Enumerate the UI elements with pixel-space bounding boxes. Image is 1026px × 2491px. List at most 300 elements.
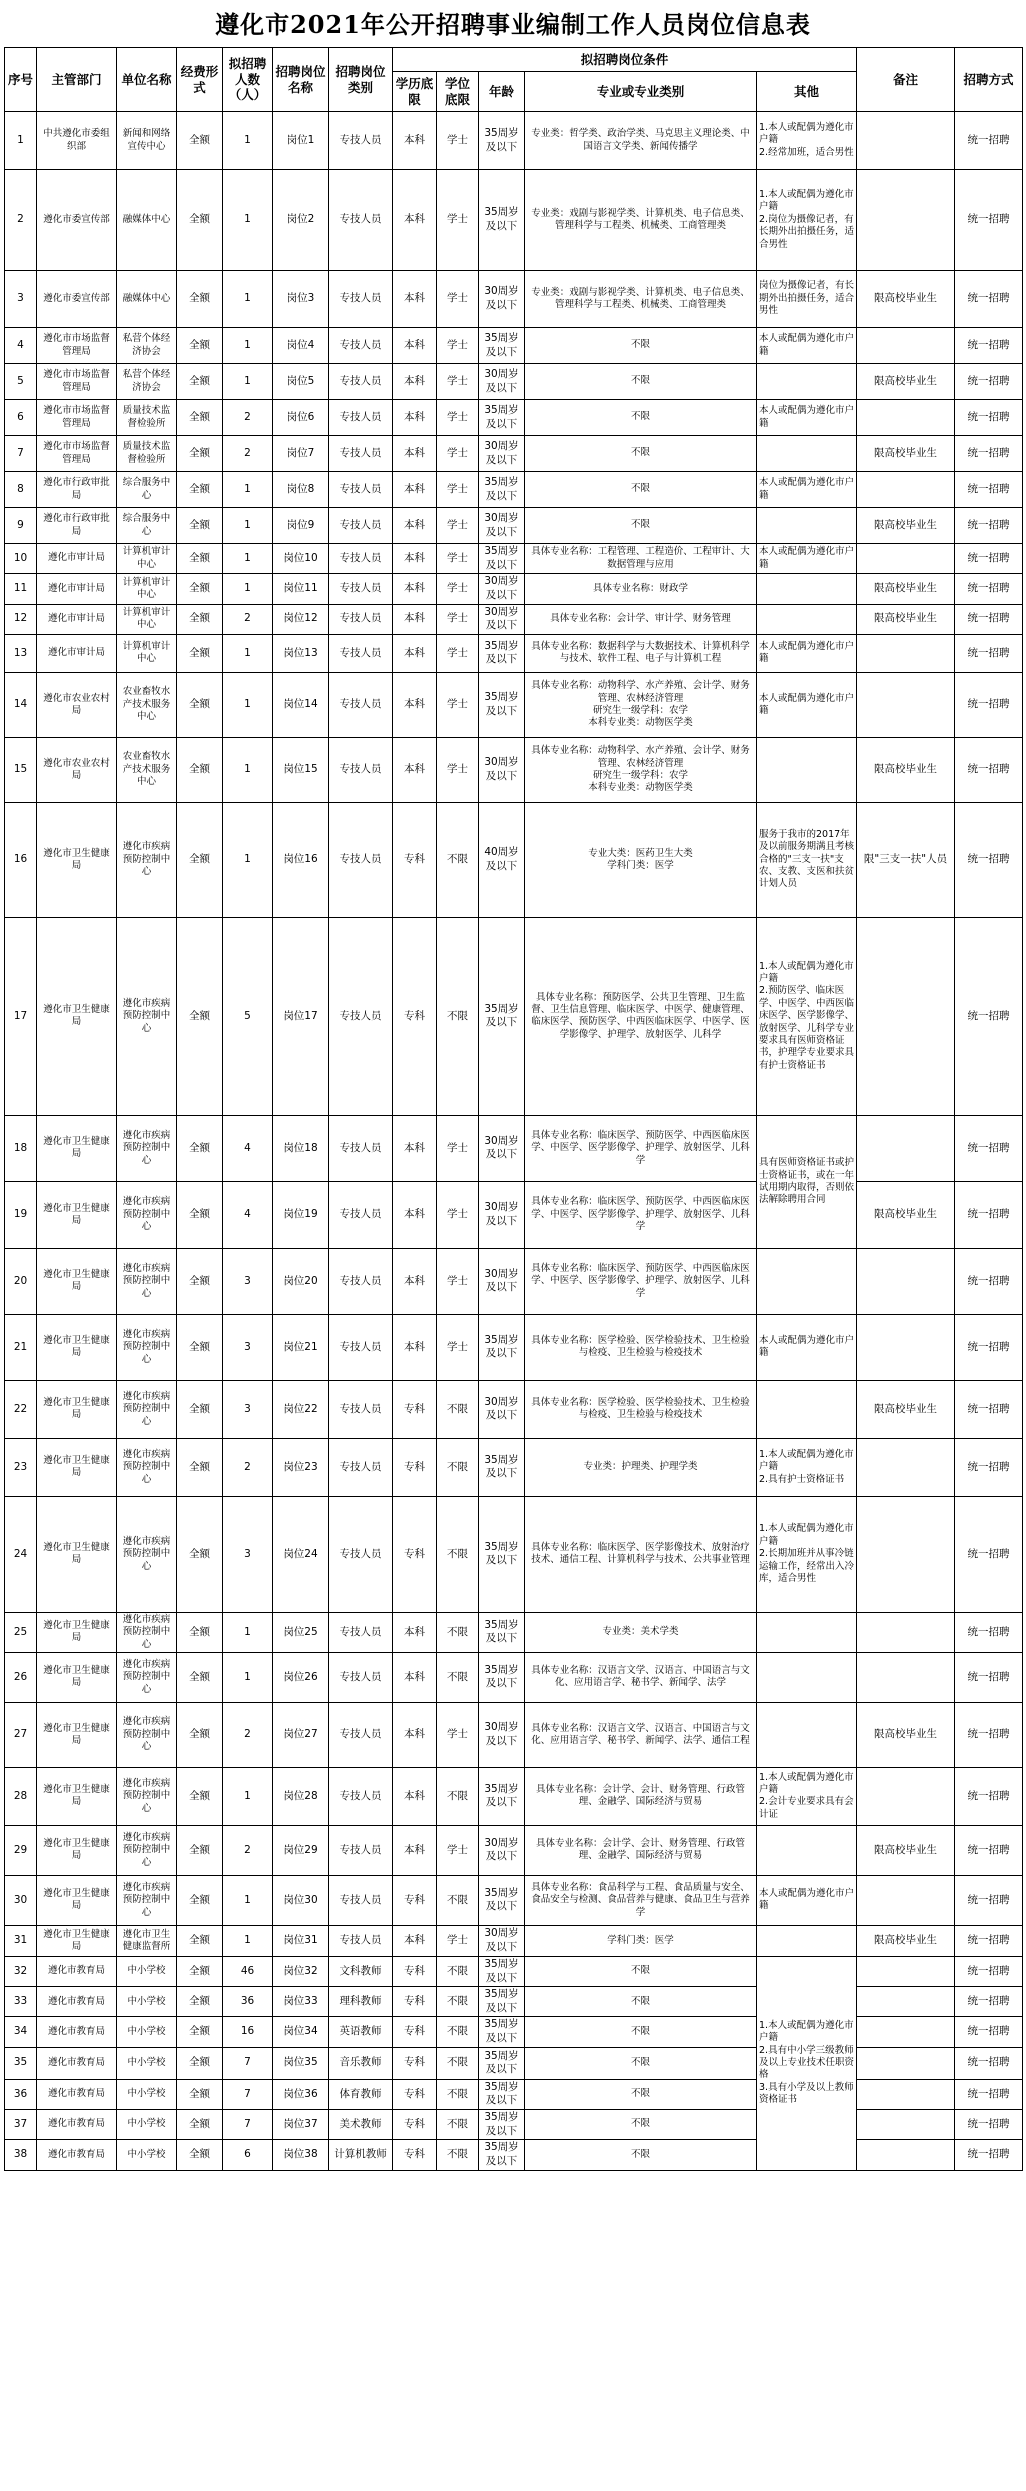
note-cell <box>857 328 955 364</box>
degree-cell: 学士 <box>437 271 479 328</box>
degree-cell: 不限 <box>437 1380 479 1438</box>
edu-cell: 专科 <box>393 802 437 917</box>
count-cell: 2 <box>223 1438 273 1496</box>
header-edu: 学历底限 <box>393 72 437 112</box>
dept-cell: 遵化市卫生健康局 <box>37 1314 117 1380</box>
count-cell: 7 <box>223 2079 273 2109</box>
category-cell: 专技人员 <box>329 1115 393 1181</box>
edu-cell: 本科 <box>393 544 437 574</box>
post-cell: 岗位15 <box>273 737 329 802</box>
unit-cell: 中小学校 <box>117 2079 177 2109</box>
seq-cell: 33 <box>5 1987 37 2017</box>
count-cell: 1 <box>223 472 273 508</box>
table-row <box>5 2047 1023 2079</box>
dept-cell: 遵化市卫生健康局 <box>37 1115 117 1181</box>
seq-cell: 24 <box>5 1496 37 1612</box>
funding-cell: 全额 <box>177 2140 223 2170</box>
funding-cell: 全额 <box>177 2110 223 2140</box>
table-row <box>5 1612 1023 1652</box>
post-cell: 岗位1 <box>273 112 329 170</box>
header-other: 其他 <box>757 72 857 112</box>
count-cell: 7 <box>223 2047 273 2079</box>
post-cell: 岗位25 <box>273 1612 329 1652</box>
category-cell: 专技人员 <box>329 1314 393 1380</box>
dept-cell: 遵化市教育局 <box>37 2079 117 2109</box>
seq-cell: 22 <box>5 1380 37 1438</box>
table-row <box>5 1496 1023 1612</box>
major-cell: 具体专业名称：临床医学、预防医学、中西医临床医学、中医学、医学影像学、护理学、放射医学、儿科学 <box>525 1181 757 1248</box>
other-cell <box>757 1925 857 1956</box>
note-cell: 限高校毕业生 <box>857 436 955 472</box>
degree-cell: 不限 <box>437 917 479 1115</box>
table-row <box>5 112 1023 170</box>
post-cell: 岗位35 <box>273 2047 329 2079</box>
degree-cell: 不限 <box>437 802 479 917</box>
category-cell: 美术教师 <box>329 2110 393 2140</box>
degree-cell: 不限 <box>437 1496 479 1612</box>
major-cell: 具体专业名称：预防医学、公共卫生管理、卫生监督、卫生信息管理、临床医学、中医学、健康管理、临床医学、预防医学、中西医临床医学、中医学、医学影像学、护理学、放射医学、儿科学 <box>525 917 757 1115</box>
note-cell <box>857 544 955 574</box>
count-cell: 1 <box>223 364 273 400</box>
unit-cell: 综合服务中心 <box>117 472 177 508</box>
method-cell: 统一招聘 <box>955 2017 1023 2047</box>
method-cell: 统一招聘 <box>955 1438 1023 1496</box>
other-cell <box>757 436 857 472</box>
post-cell: 岗位6 <box>273 400 329 436</box>
category-cell: 专技人员 <box>329 1925 393 1956</box>
note-cell <box>857 1956 955 1986</box>
post-cell: 岗位30 <box>273 1875 329 1925</box>
edu-cell: 专科 <box>393 2079 437 2109</box>
unit-cell: 综合服务中心 <box>117 508 177 544</box>
note-cell <box>857 1496 955 1612</box>
edu-cell: 本科 <box>393 672 437 737</box>
degree-cell: 学士 <box>437 574 479 604</box>
table-row <box>5 1875 1023 1925</box>
seq-cell: 32 <box>5 1956 37 1986</box>
dept-cell: 遵化市教育局 <box>37 2140 117 2170</box>
funding-cell: 全额 <box>177 2017 223 2047</box>
seq-cell: 10 <box>5 544 37 574</box>
count-cell: 3 <box>223 1496 273 1612</box>
other-cell <box>757 1825 857 1875</box>
degree-cell: 学士 <box>437 1181 479 1248</box>
seq-cell: 4 <box>5 328 37 364</box>
seq-cell: 18 <box>5 1115 37 1181</box>
dept-cell: 遵化市卫生健康局 <box>37 1496 117 1612</box>
seq-cell: 3 <box>5 271 37 328</box>
funding-cell: 全额 <box>177 1825 223 1875</box>
count-cell: 2 <box>223 1702 273 1767</box>
category-cell: 专技人员 <box>329 604 393 634</box>
other-cell <box>757 508 857 544</box>
degree-cell: 不限 <box>437 2017 479 2047</box>
degree-cell: 学士 <box>437 604 479 634</box>
age-cell: 30周岁及以下 <box>479 604 525 634</box>
funding-cell: 全额 <box>177 1987 223 2017</box>
category-cell: 专技人员 <box>329 1702 393 1767</box>
dept-cell: 遵化市市场监督管理局 <box>37 328 117 364</box>
degree-cell: 学士 <box>437 436 479 472</box>
other-cell <box>757 574 857 604</box>
post-cell: 岗位17 <box>273 917 329 1115</box>
funding-cell: 全额 <box>177 1496 223 1612</box>
post-cell: 岗位2 <box>273 170 329 271</box>
dept-cell: 遵化市卫生健康局 <box>37 802 117 917</box>
other-cell <box>757 364 857 400</box>
other-cell: 1.本人或配偶为遵化市户籍 2.具有护士资格证书 <box>757 1438 857 1496</box>
major-cell: 专业类：美术学类 <box>525 1612 757 1652</box>
edu-cell: 本科 <box>393 170 437 271</box>
dept-cell: 遵化市教育局 <box>37 2017 117 2047</box>
category-cell: 英语教师 <box>329 2017 393 2047</box>
count-cell: 1 <box>223 508 273 544</box>
other-cell <box>757 1380 857 1438</box>
edu-cell: 本科 <box>393 1925 437 1956</box>
other-cell: 1.本人或配偶为遵化市户籍 2.长期加班并从事冷链运输工作，经常出入冷库，适合男性 <box>757 1496 857 1612</box>
other-cell <box>757 1652 857 1702</box>
method-cell: 统一招聘 <box>955 1925 1023 1956</box>
unit-cell: 遵化市疾病预防控制中心 <box>117 1181 177 1248</box>
count-cell: 46 <box>223 1956 273 1986</box>
table-row <box>5 1314 1023 1380</box>
unit-cell: 遵化市疾病预防控制中心 <box>117 1248 177 1314</box>
method-cell: 统一招聘 <box>955 604 1023 634</box>
dept-cell: 遵化市教育局 <box>37 2110 117 2140</box>
unit-cell: 私营个体经济协会 <box>117 328 177 364</box>
dept-cell: 遵化市审计局 <box>37 544 117 574</box>
unit-cell: 中小学校 <box>117 2140 177 2170</box>
note-cell: 限高校毕业生 <box>857 271 955 328</box>
category-cell: 专技人员 <box>329 364 393 400</box>
funding-cell: 全额 <box>177 1181 223 1248</box>
note-cell: 限高校毕业生 <box>857 574 955 604</box>
funding-cell: 全额 <box>177 1767 223 1825</box>
category-cell: 专技人员 <box>329 1652 393 1702</box>
category-cell: 专技人员 <box>329 328 393 364</box>
degree-cell: 学士 <box>437 1314 479 1380</box>
dept-cell: 遵化市卫生健康局 <box>37 1248 117 1314</box>
table-row <box>5 1825 1023 1875</box>
header-funding: 经费形式 <box>177 48 223 112</box>
category-cell: 专技人员 <box>329 1825 393 1875</box>
table-row <box>5 1380 1023 1438</box>
unit-cell: 遵化市疾病预防控制中心 <box>117 1496 177 1612</box>
count-cell: 1 <box>223 1612 273 1652</box>
unit-cell: 遵化市卫生健康监督所 <box>117 1925 177 1956</box>
degree-cell: 不限 <box>437 1956 479 1986</box>
edu-cell: 专科 <box>393 2110 437 2140</box>
dept-cell: 遵化市市场监督管理局 <box>37 436 117 472</box>
post-cell: 岗位24 <box>273 1496 329 1612</box>
category-cell: 专技人员 <box>329 112 393 170</box>
edu-cell: 专科 <box>393 1987 437 2017</box>
seq-cell: 30 <box>5 1875 37 1925</box>
count-cell: 1 <box>223 802 273 917</box>
category-cell: 专技人员 <box>329 472 393 508</box>
age-cell: 35周岁及以下 <box>479 1987 525 2017</box>
dept-cell: 遵化市行政审批局 <box>37 508 117 544</box>
other-cell: 本人或配偶为遵化市户籍 <box>757 672 857 737</box>
major-cell: 具体专业名称：数据科学与大数据技术、计算机科学与技术、软件工程、电子与计算机工程 <box>525 634 757 672</box>
table-row <box>5 2079 1023 2109</box>
funding-cell: 全额 <box>177 1612 223 1652</box>
age-cell: 35周岁及以下 <box>479 112 525 170</box>
method-cell: 统一招聘 <box>955 1956 1023 1986</box>
method-cell: 统一招聘 <box>955 2079 1023 2109</box>
funding-cell: 全额 <box>177 802 223 917</box>
method-cell: 统一招聘 <box>955 1115 1023 1181</box>
note-cell: 限高校毕业生 <box>857 1380 955 1438</box>
note-cell <box>857 1987 955 2017</box>
other-cell: 具有医师资格证书或护士资格证书，或在一年试用期内取得，否则依法解除聘用合同 <box>757 1115 857 1248</box>
age-cell: 35周岁及以下 <box>479 1314 525 1380</box>
dept-cell: 遵化市教育局 <box>37 1956 117 1986</box>
major-cell: 具体专业名称：动物科学、水产养殖、会计学、财务管理、农林经济管理 研究生一级学科：农学 本科专业类：动物医学类 <box>525 737 757 802</box>
major-cell: 专业类：戏剧与影视学类、计算机类、电子信息类、管理科学与工程类、机械类、工商管理类 <box>525 170 757 271</box>
major-cell: 具体专业名称：食品科学与工程、食品质量与安全、食品安全与检测、食品营养与健康、食品卫生与营养学 <box>525 1875 757 1925</box>
seq-cell: 2 <box>5 170 37 271</box>
unit-cell: 新闻和网络宣传中心 <box>117 112 177 170</box>
method-cell: 统一招聘 <box>955 672 1023 737</box>
major-cell: 学科门类：医学 <box>525 1925 757 1956</box>
post-cell: 岗位31 <box>273 1925 329 1956</box>
post-cell: 岗位11 <box>273 574 329 604</box>
count-cell: 3 <box>223 1314 273 1380</box>
method-cell: 统一招聘 <box>955 737 1023 802</box>
edu-cell: 本科 <box>393 634 437 672</box>
header-note: 备注 <box>857 48 955 112</box>
dept-cell: 遵化市卫生健康局 <box>37 1825 117 1875</box>
age-cell: 30周岁及以下 <box>479 364 525 400</box>
degree-cell: 学士 <box>437 170 479 271</box>
major-cell: 不限 <box>525 436 757 472</box>
funding-cell: 全额 <box>177 604 223 634</box>
funding-cell: 全额 <box>177 917 223 1115</box>
major-cell: 不限 <box>525 400 757 436</box>
post-cell: 岗位34 <box>273 2017 329 2047</box>
funding-cell: 全额 <box>177 634 223 672</box>
funding-cell: 全额 <box>177 574 223 604</box>
funding-cell: 全额 <box>177 1438 223 1496</box>
table-row <box>5 328 1023 364</box>
dept-cell: 遵化市卫生健康局 <box>37 917 117 1115</box>
table-row <box>5 364 1023 400</box>
post-cell: 岗位10 <box>273 544 329 574</box>
age-cell: 30周岁及以下 <box>479 508 525 544</box>
note-cell: 限高校毕业生 <box>857 1181 955 1248</box>
degree-cell: 不限 <box>437 2110 479 2140</box>
seq-cell: 6 <box>5 400 37 436</box>
note-cell <box>857 634 955 672</box>
category-cell: 专技人员 <box>329 634 393 672</box>
table-row <box>5 436 1023 472</box>
method-cell: 统一招聘 <box>955 2047 1023 2079</box>
table-row <box>5 2110 1023 2140</box>
unit-cell: 农业畜牧水产技术服务中心 <box>117 737 177 802</box>
edu-cell: 本科 <box>393 112 437 170</box>
count-cell: 1 <box>223 574 273 604</box>
category-cell: 专技人员 <box>329 917 393 1115</box>
unit-cell: 计算机审计中心 <box>117 544 177 574</box>
note-cell <box>857 1767 955 1825</box>
age-cell: 35周岁及以下 <box>479 1496 525 1612</box>
post-cell: 岗位28 <box>273 1767 329 1825</box>
major-cell: 不限 <box>525 364 757 400</box>
age-cell: 35周岁及以下 <box>479 917 525 1115</box>
dept-cell: 遵化市卫生健康局 <box>37 1875 117 1925</box>
seq-cell: 8 <box>5 472 37 508</box>
other-cell: 本人或配偶为遵化市户籍 <box>757 400 857 436</box>
dept-cell: 遵化市卫生健康局 <box>37 1181 117 1248</box>
age-cell: 35周岁及以下 <box>479 544 525 574</box>
category-cell: 专技人员 <box>329 436 393 472</box>
major-cell: 专业类：哲学类、政治学类、马克思主义理论类、中国语言文学类、新闻传播学 <box>525 112 757 170</box>
degree-cell: 学士 <box>437 472 479 508</box>
age-cell: 30周岁及以下 <box>479 1115 525 1181</box>
unit-cell: 计算机审计中心 <box>117 574 177 604</box>
dept-cell: 遵化市行政审批局 <box>37 472 117 508</box>
degree-cell: 学士 <box>437 400 479 436</box>
note-cell <box>857 1438 955 1496</box>
degree-cell: 不限 <box>437 2079 479 2109</box>
count-cell: 1 <box>223 634 273 672</box>
note-cell <box>857 1612 955 1652</box>
note-cell <box>857 2110 955 2140</box>
other-cell: 本人或配偶为遵化市户籍 <box>757 1875 857 1925</box>
unit-cell: 中小学校 <box>117 1987 177 2017</box>
unit-cell: 遵化市疾病预防控制中心 <box>117 1115 177 1181</box>
method-cell: 统一招聘 <box>955 508 1023 544</box>
degree-cell: 学士 <box>437 1925 479 1956</box>
post-cell: 岗位4 <box>273 328 329 364</box>
seq-cell: 17 <box>5 917 37 1115</box>
unit-cell: 中小学校 <box>117 2110 177 2140</box>
other-cell: 本人或配偶为遵化市户籍 <box>757 634 857 672</box>
dept-cell: 遵化市审计局 <box>37 634 117 672</box>
major-cell: 不限 <box>525 1987 757 2017</box>
funding-cell: 全额 <box>177 2079 223 2109</box>
post-cell: 岗位12 <box>273 604 329 634</box>
dept-cell: 遵化市审计局 <box>37 604 117 634</box>
edu-cell: 本科 <box>393 1702 437 1767</box>
edu-cell: 本科 <box>393 328 437 364</box>
post-cell: 岗位29 <box>273 1825 329 1875</box>
method-cell: 统一招聘 <box>955 1248 1023 1314</box>
method-cell: 统一招聘 <box>955 1987 1023 2017</box>
dept-cell: 遵化市教育局 <box>37 1987 117 2017</box>
funding-cell: 全额 <box>177 1956 223 1986</box>
dept-cell: 遵化市教育局 <box>37 2047 117 2079</box>
unit-cell: 融媒体中心 <box>117 170 177 271</box>
post-cell: 岗位20 <box>273 1248 329 1314</box>
seq-cell: 5 <box>5 364 37 400</box>
funding-cell: 全额 <box>177 436 223 472</box>
method-cell: 统一招聘 <box>955 2140 1023 2170</box>
unit-cell: 遵化市疾病预防控制中心 <box>117 1438 177 1496</box>
method-cell: 统一招聘 <box>955 472 1023 508</box>
edu-cell: 本科 <box>393 574 437 604</box>
edu-cell: 本科 <box>393 737 437 802</box>
header-unit: 单位名称 <box>117 48 177 112</box>
age-cell: 30周岁及以下 <box>479 1248 525 1314</box>
dept-cell: 遵化市农业农村局 <box>37 737 117 802</box>
table-row <box>5 1956 1023 1986</box>
header-conditions: 拟招聘岗位条件 <box>393 48 857 72</box>
note-cell <box>857 2047 955 2079</box>
category-cell: 文科教师 <box>329 1956 393 1986</box>
major-cell: 专业大类：医药卫生大类 学科门类：医学 <box>525 802 757 917</box>
table-row <box>5 1767 1023 1825</box>
seq-cell: 36 <box>5 2079 37 2109</box>
method-cell: 统一招聘 <box>955 400 1023 436</box>
seq-cell: 12 <box>5 604 37 634</box>
header-dept: 主管部门 <box>37 48 117 112</box>
seq-cell: 37 <box>5 2110 37 2140</box>
category-cell: 专技人员 <box>329 400 393 436</box>
dept-cell: 遵化市市场监督管理局 <box>37 364 117 400</box>
major-cell: 具体专业名称：临床医学、预防医学、中西医临床医学、中医学、医学影像学、护理学、放射医学、儿科学 <box>525 1115 757 1181</box>
major-cell: 具体专业名称：会计学、会计、财务管理、行政管理、金融学、国际经济与贸易 <box>525 1767 757 1825</box>
major-cell: 具体专业名称：会计学、会计、财务管理、行政管理、金融学、国际经济与贸易 <box>525 1825 757 1875</box>
post-cell: 岗位16 <box>273 802 329 917</box>
seq-cell: 15 <box>5 737 37 802</box>
note-cell <box>857 472 955 508</box>
method-cell: 统一招聘 <box>955 1825 1023 1875</box>
category-cell: 音乐教师 <box>329 2047 393 2079</box>
unit-cell: 遵化市疾病预防控制中心 <box>117 917 177 1115</box>
funding-cell: 全额 <box>177 544 223 574</box>
degree-cell: 不限 <box>437 1438 479 1496</box>
funding-cell: 全额 <box>177 328 223 364</box>
post-cell: 岗位21 <box>273 1314 329 1380</box>
count-cell: 16 <box>223 2017 273 2047</box>
major-cell: 具体专业名称：医学检验、医学检验技术、卫生检验与检疫、卫生检验与检疫技术 <box>525 1380 757 1438</box>
post-cell: 岗位19 <box>273 1181 329 1248</box>
seq-cell: 1 <box>5 112 37 170</box>
funding-cell: 全额 <box>177 737 223 802</box>
method-cell: 统一招聘 <box>955 328 1023 364</box>
count-cell: 36 <box>223 1987 273 2017</box>
seq-cell: 14 <box>5 672 37 737</box>
post-cell: 岗位3 <box>273 271 329 328</box>
table-row <box>5 2017 1023 2047</box>
edu-cell: 本科 <box>393 436 437 472</box>
count-cell: 1 <box>223 271 273 328</box>
age-cell: 30周岁及以下 <box>479 436 525 472</box>
note-cell: 限高校毕业生 <box>857 508 955 544</box>
edu-cell: 本科 <box>393 1652 437 1702</box>
seq-cell: 28 <box>5 1767 37 1825</box>
method-cell: 统一招聘 <box>955 917 1023 1115</box>
edu-cell: 本科 <box>393 1314 437 1380</box>
dept-cell: 遵化市市场监督管理局 <box>37 400 117 436</box>
post-cell: 岗位27 <box>273 1702 329 1767</box>
other-cell <box>757 1248 857 1314</box>
category-cell: 专技人员 <box>329 1380 393 1438</box>
seq-cell: 34 <box>5 2017 37 2047</box>
age-cell: 35周岁及以下 <box>479 2110 525 2140</box>
seq-cell: 7 <box>5 436 37 472</box>
age-cell: 30周岁及以下 <box>479 271 525 328</box>
major-cell: 具体专业名称：医学检验、医学检验技术、卫生检验与检疫、卫生检验与检疫技术 <box>525 1314 757 1380</box>
table-row <box>5 917 1023 1115</box>
table-row <box>5 1652 1023 1702</box>
unit-cell: 遵化市疾病预防控制中心 <box>117 802 177 917</box>
age-cell: 35周岁及以下 <box>479 170 525 271</box>
unit-cell: 遵化市疾病预防控制中心 <box>117 1612 177 1652</box>
dept-cell: 遵化市审计局 <box>37 574 117 604</box>
